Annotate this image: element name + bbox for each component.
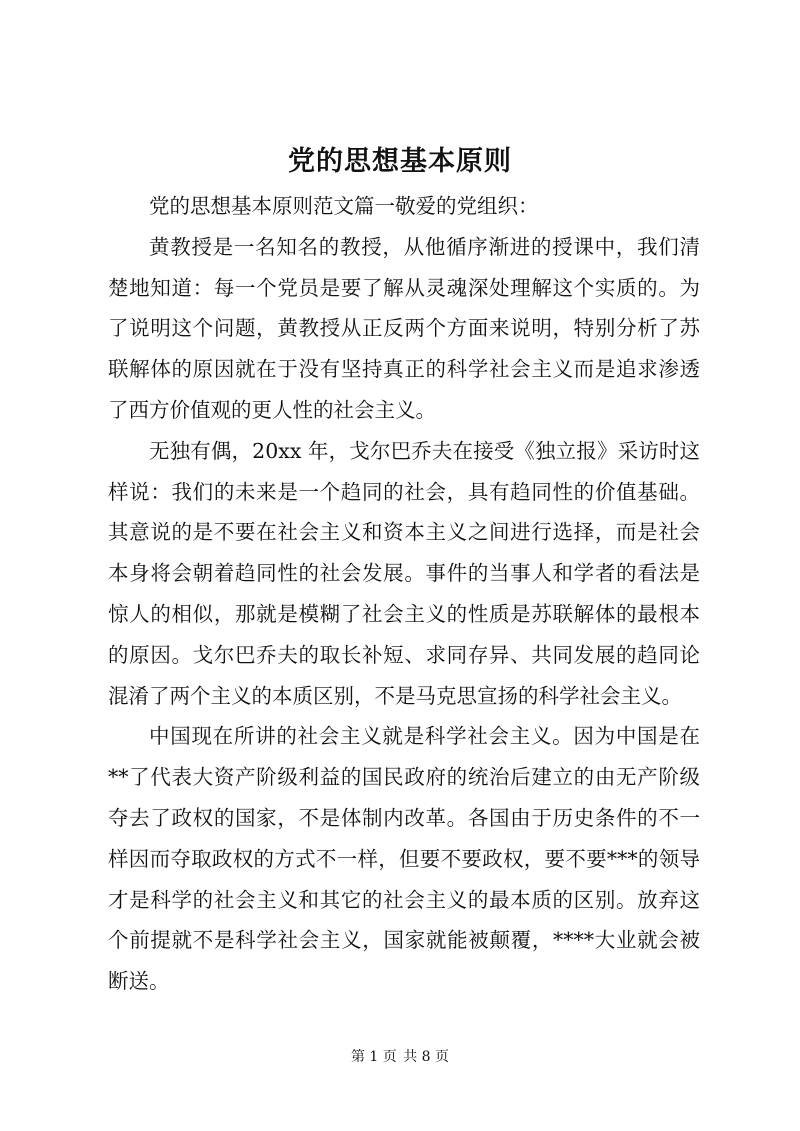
paragraph-1: 黄教授是一名知名的教授，从他循序渐进的授课中，我们清楚地知道：每一个党员是要了解从灵魂深处理解这个实质的。为了说明这个问题，黄教授从正反两个方面来说明，特别分析了苏联解体的原因就在于没有坚持真正的科学社会主义而是追求渗透了西方价值观的更人性的社会主义。	[108, 234, 700, 422]
paragraph-salutation: 党的思想基本原则范文篇一敬爱的党组织：	[149, 194, 539, 218]
document-title: 党的思想基本原则	[288, 146, 512, 177]
page-footer	[0, 1047, 800, 1067]
page-total: 共 8 页	[403, 1049, 450, 1065]
page-number: 第 1 页	[350, 1049, 397, 1065]
paragraph-2: 无独有偶，20xx 年，戈尔巴乔夫在接受《独立报》采访时这样说：我们的未来是一个趋同的社会，具有趋同性的价值基础。其意说的是不要在社会主义和资本主义之间进行选择，而是社会本身将会朝着趋同性的社会发展。事件的当事人和学者的看法是惊人的相似，那就是模糊了社会主义的性质是苏联解体的最根本的原因。戈尔巴乔夫的取长补短、求同存异、共同发展的趋同论混淆了两个主义的本质区别，不是马克思宣扬的科学社会主义。	[108, 438, 700, 708]
document-body	[108, 186, 700, 1002]
paragraph-3: 中国现在所讲的社会主义就是科学社会主义。因为中国是在**了代表大资产阶级利益的国民政府的统治后建立的由无产阶级夺去了政权的国家，不是体制内改革。各国由于历史条件的不一样因而夺取政权的方式不一样，但要不要政权，要不要***的领导才是科学的社会主义和其它的社会主义的最本质的区别。放弃这个前提就不是科学社会主义，国家就能被颠覆，****大业就会被断送。	[108, 724, 700, 994]
